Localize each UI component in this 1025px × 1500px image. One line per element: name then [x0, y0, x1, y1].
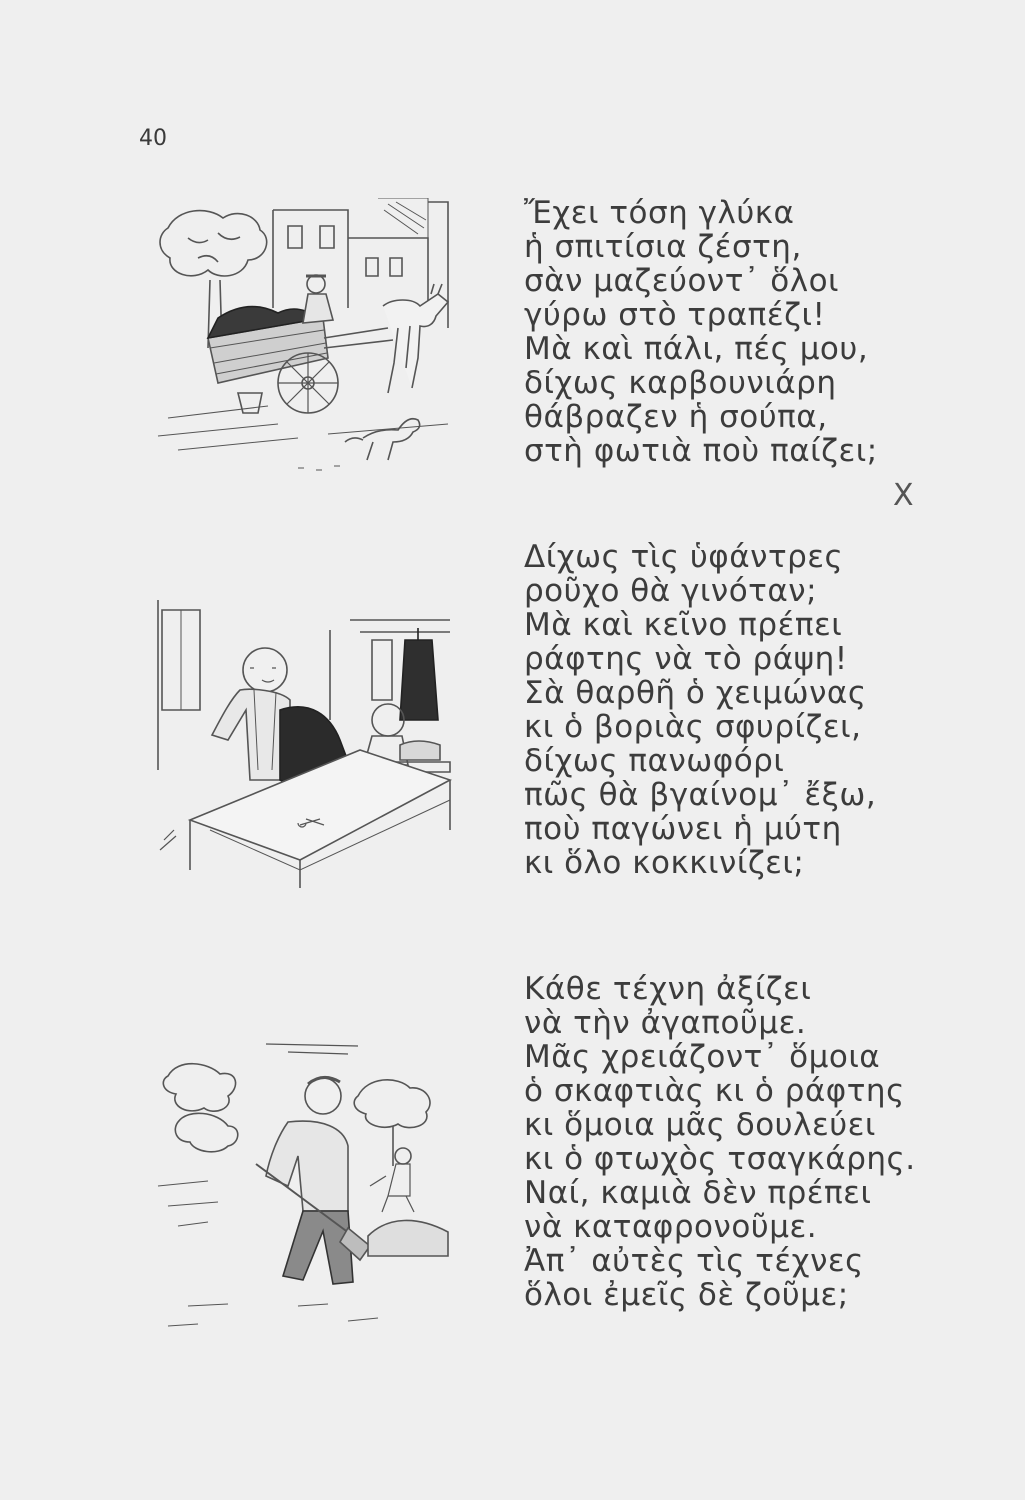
verse-line: νὰ τὴν ἀγαποῦμε. — [524, 1005, 807, 1041]
verse-line: πῶς θὰ βγαίνομ᾽ ἔξω, — [524, 777, 877, 813]
verse-line: γύρω στὸ τραπέζι! — [524, 297, 826, 333]
verse-line: θάβραζεν ἡ σούπα, — [524, 399, 828, 435]
verse-line: κι ὁ βοριὰς σφυρίζει, — [524, 709, 862, 745]
verse-line: ὅλοι ἐμεῖς δὲ ζοῦμε; — [524, 1277, 849, 1313]
verse-line: δίχως καρβουνιάρη — [524, 365, 837, 401]
digger-illustration — [148, 1036, 458, 1336]
verse-line: Μὰ καὶ πάλι, πές μου, — [524, 331, 869, 367]
verse-line: Δίχως τὶς ὑφάντρες — [524, 539, 844, 575]
stanza-1 — [524, 196, 878, 468]
verse-line: σὰν μαζεύοντ᾽ ὅλοι — [524, 263, 840, 299]
verse-line: δίχως πανωφόρι — [524, 743, 785, 779]
verse-line: Ναί, καμιὰ δὲν πρέπει — [524, 1175, 872, 1211]
verse-line: Ἔχει τόση γλύκα — [524, 195, 795, 231]
page-number: 40 — [139, 126, 167, 151]
verse-line: κι ὅλο κοκκινίζει; — [524, 845, 805, 881]
verse-line: στὴ φωτιὰ ποὺ παίζει; — [524, 433, 878, 469]
verse-line: ράφτης νὰ τὸ ράψη! — [524, 641, 848, 677]
verse-line: κι ὅμοια μᾶς δουλεύει — [524, 1107, 876, 1143]
stanza-3 — [524, 972, 916, 1312]
verse-line: κι ὁ φτωχὸς τσαγκάρης. — [524, 1141, 916, 1177]
stanza-2 — [524, 540, 876, 880]
verse-line: Ἀπ᾽ αὐτὲς τὶς τέχνες — [524, 1243, 864, 1279]
verse-line: νὰ καταφρονοῦμε. — [524, 1209, 818, 1245]
tailor-illustration — [150, 590, 460, 890]
verse-line: ὁ σκαφτιὰς κι ὁ ράφτης — [524, 1073, 905, 1109]
verse-line: Σὰ θαρθῆ ὁ χειμώνας — [524, 675, 867, 711]
verse-line: ἡ σπιτίσια ζέστη, — [524, 229, 802, 265]
handwritten-mark: X — [893, 478, 914, 513]
verse-line: ροῦχο θὰ γινόταν; — [524, 573, 818, 609]
verse-line: Μὰ καὶ κεῖνο πρέπει — [524, 607, 843, 643]
verse-line: Κάθε τέχνη ἀξίζει — [524, 971, 812, 1007]
coal-cart-illustration — [148, 198, 458, 478]
verse-line: ποὺ παγώνει ἡ μύτη — [524, 811, 842, 847]
verse-line: Μᾶς χρειάζοντ᾽ ὅμοια — [524, 1039, 881, 1075]
